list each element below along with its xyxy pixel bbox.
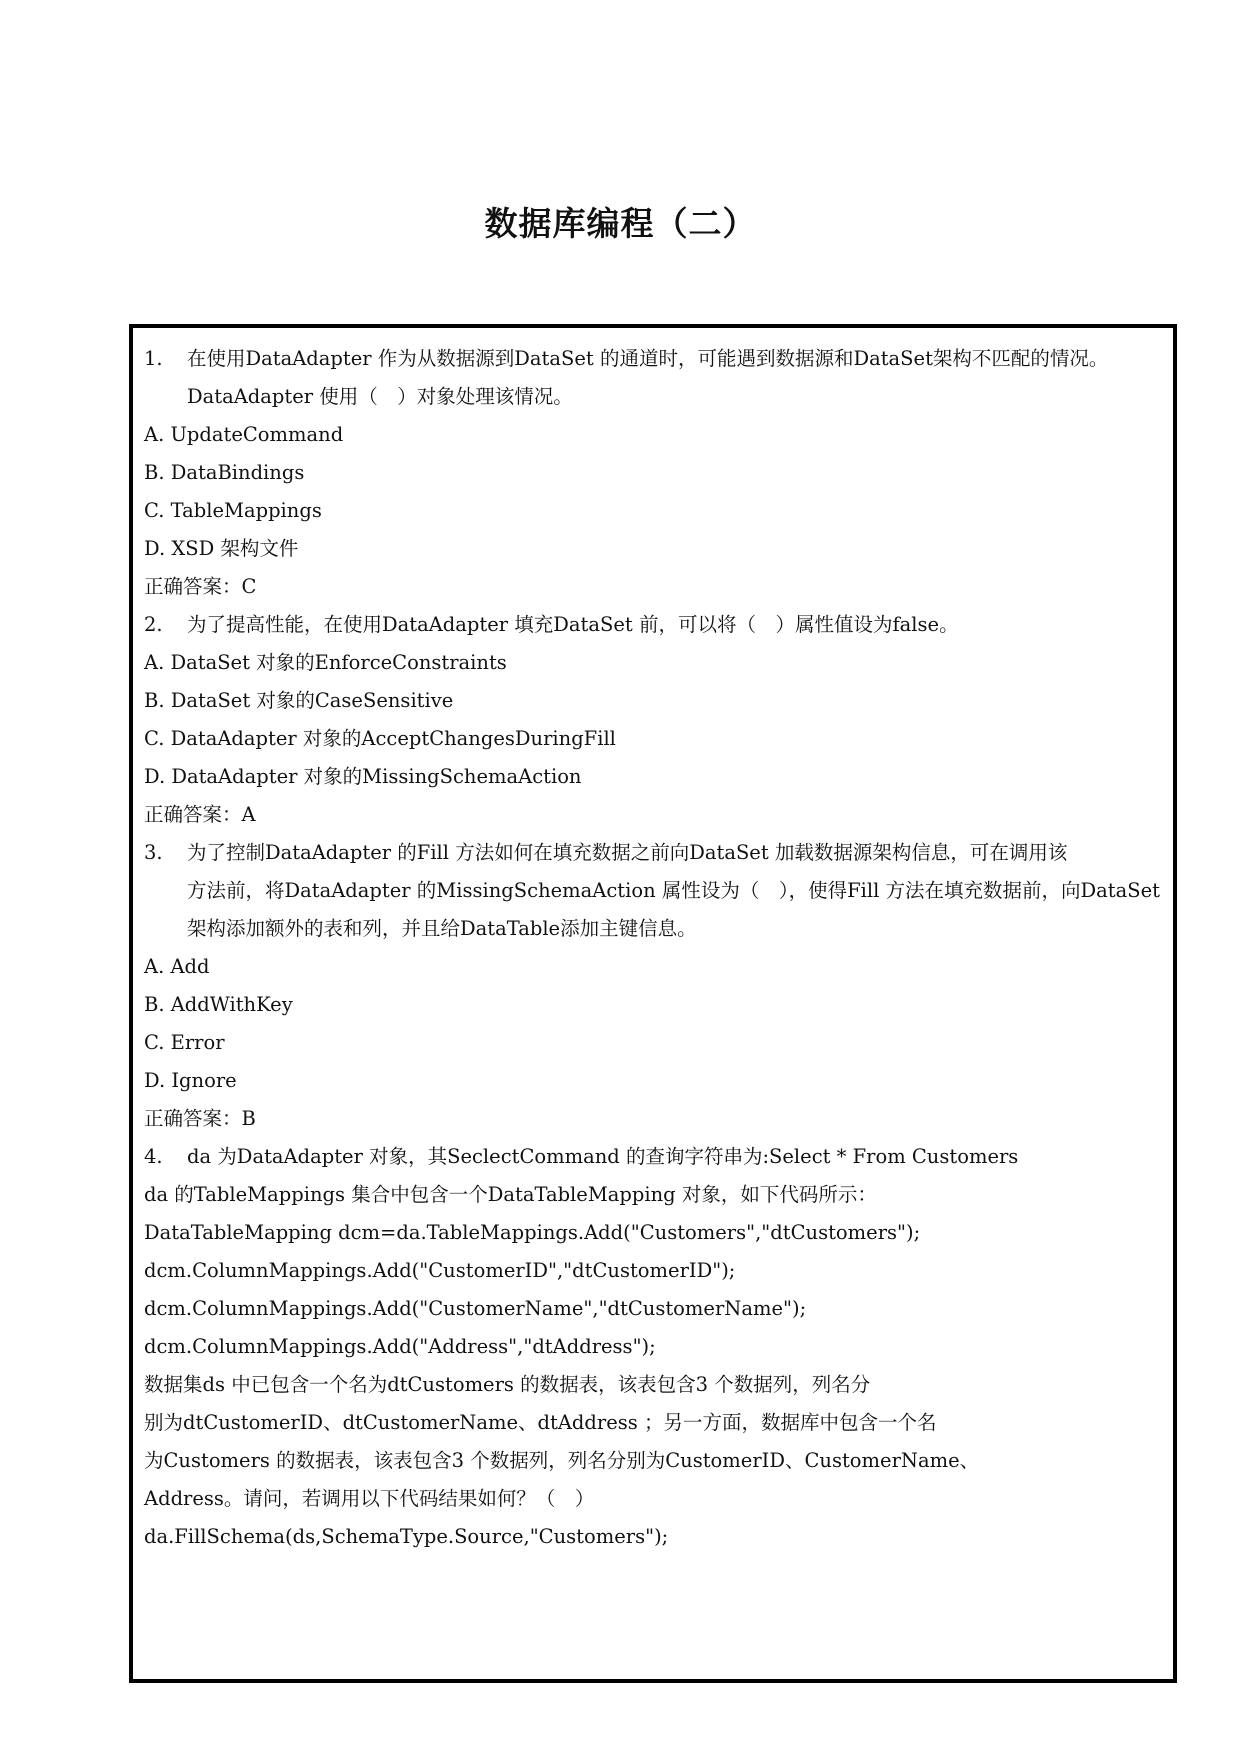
option-c: C. TableMappings <box>144 499 322 522</box>
option-b: B. DataBindings <box>144 461 305 484</box>
code-line: dcm.ColumnMappings.Add("Address","dtAddress"); <box>144 1335 656 1358</box>
question-3-line-3: 架构添加额外的表和列，并且给DataTable添加主键信息。 <box>187 917 697 940</box>
question-box <box>129 324 1177 1683</box>
question-text: da 为DataAdapter 对象，其SeclectCommand 的查询字符串为:Select * From Customers <box>187 1145 1019 1168</box>
question-number: 4. <box>144 1145 163 1168</box>
answer-line: 正确答案：B <box>144 1107 256 1130</box>
question-4-text: 别为dtCustomerID、dtCustomerName、dtAddress ；另一方面，数据库中包含一个名 <box>144 1411 937 1434</box>
option-b: B. DataSet 对象的CaseSensitive <box>144 689 454 712</box>
option-a: A. UpdateCommand <box>144 423 344 446</box>
question-4-text: da 的TableMappings 集合中包含一个DataTableMapping 对象，如下代码所示： <box>144 1183 877 1206</box>
question-2-line-1 <box>144 610 959 640</box>
answer-line: 正确答案：A <box>144 803 256 826</box>
question-1-line-1 <box>144 344 1108 374</box>
question-4-text: 为Customers 的数据表，该表包含3 个数据列，列名分别为CustomerID、CustomerName、 <box>144 1449 980 1472</box>
question-text: 为了提高性能，在使用DataAdapter 填充DataSet 前，可以将（ ）属性值设为false。 <box>187 613 959 636</box>
code-line: DataTableMapping dcm=da.TableMappings.Add("Customers","dtCustomers"); <box>144 1221 921 1244</box>
question-text: 在使用DataAdapter 作为从数据源到DataSet 的通道时，可能遇到数据源和DataSet架构不匹配的情况。 <box>187 347 1109 370</box>
code-line: dcm.ColumnMappings.Add("CustomerName","dtCustomerName"); <box>144 1297 807 1320</box>
option-a: A. Add <box>144 955 210 978</box>
question-number: 1. <box>144 347 163 370</box>
question-number: 2. <box>144 613 163 636</box>
question-text: 为了控制DataAdapter 的Fill 方法如何在填充数据之前向DataSet 加载数据源架构信息，可在调用该 <box>187 841 1068 864</box>
question-number: 3. <box>144 841 163 864</box>
option-d: D. Ignore <box>144 1069 237 1092</box>
code-line: dcm.ColumnMappings.Add("CustomerID","dtCustomerID"); <box>144 1259 736 1282</box>
question-1-line-2: DataAdapter 使用（ ）对象处理该情况。 <box>187 385 573 408</box>
question-3-line-2: 方法前，将DataAdapter 的MissingSchemaAction 属性设为（ ），使得Fill 方法在填充数据前，向DataSet <box>187 879 1161 902</box>
page-title: 数据库编程（二） <box>484 204 757 244</box>
option-c: C. Error <box>144 1031 225 1054</box>
question-4-text: 数据集ds 中已包含一个名为dtCustomers 的数据表，该表包含3 个数据列，列名分 <box>144 1373 871 1396</box>
question-4-text: Address。请问，若调用以下代码结果如何？（ ） <box>144 1487 595 1510</box>
option-b: B. AddWithKey <box>144 993 293 1016</box>
option-d: D. XSD 架构文件 <box>144 537 299 560</box>
code-line: da.FillSchema(ds,SchemaType.Source,"Customers"); <box>144 1525 669 1548</box>
option-a: A. DataSet 对象的EnforceConstraints <box>144 651 507 674</box>
option-c: C. DataAdapter 对象的AcceptChangesDuringFill <box>144 727 616 750</box>
answer-line: 正确答案：C <box>144 575 257 598</box>
question-3-line-1 <box>144 838 1067 868</box>
question-4-line-1 <box>144 1142 1018 1172</box>
option-d: D. DataAdapter 对象的MissingSchemaAction <box>144 765 582 788</box>
